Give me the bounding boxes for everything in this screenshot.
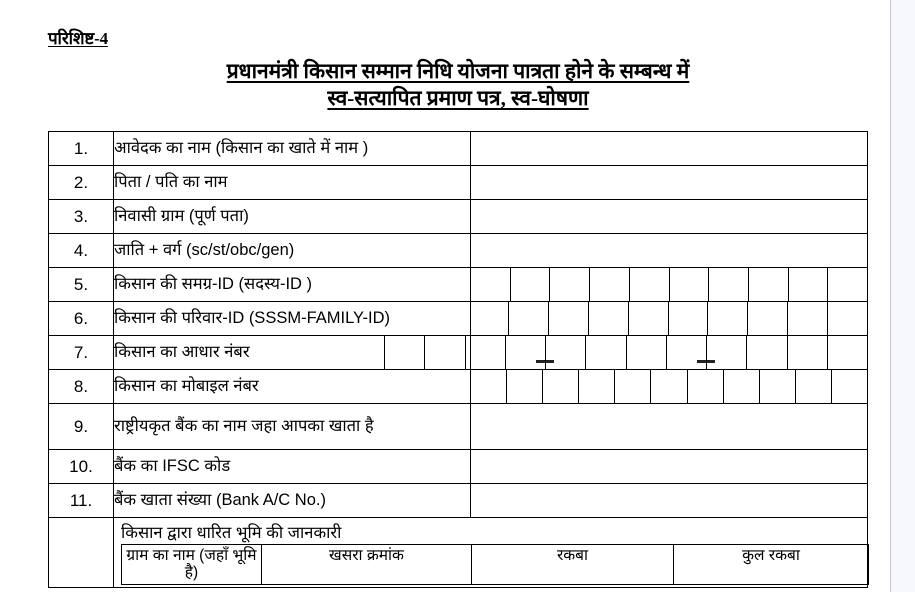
digit-box[interactable] (708, 268, 748, 301)
land-col-khasra: खसरा क्रमांक (262, 545, 472, 585)
row-label: किसान की परिवार-ID (SSSM-FAMILY-ID) (114, 302, 471, 336)
digit-box[interactable] (545, 336, 585, 369)
digit-box[interactable] (827, 336, 867, 369)
row-answer-boxes[interactable] (471, 336, 868, 370)
table-row (49, 166, 868, 200)
digit-box[interactable] (626, 336, 666, 369)
digit-box[interactable] (506, 370, 542, 403)
row-answer-boxes[interactable] (471, 302, 868, 336)
digit-box[interactable] (666, 336, 706, 369)
digit-box[interactable] (795, 370, 831, 403)
row-label: आवेदक का नाम (किसान का खाते में नाम ) (114, 132, 471, 166)
digit-box[interactable] (787, 336, 827, 369)
digit-box[interactable] (465, 336, 505, 369)
land-section-row (49, 518, 868, 588)
digit-box[interactable] (707, 302, 747, 335)
row-number: 10. (49, 450, 114, 484)
table-row (49, 336, 868, 370)
table-row (49, 450, 868, 484)
digit-box[interactable] (510, 268, 550, 301)
row-number: 9. (49, 404, 114, 450)
row-number: 11. (49, 484, 114, 518)
digit-box[interactable] (748, 268, 788, 301)
table-row (49, 234, 868, 268)
digit-box[interactable] (650, 370, 686, 403)
digit-box[interactable] (788, 268, 828, 301)
digit-box-strip (471, 302, 867, 335)
digit-box[interactable] (548, 302, 588, 335)
title-line-1: प्रधानमंत्री किसान सम्मान निधि योजना पात्रता होने के सम्बन्ध में (226, 59, 690, 83)
table-row (49, 370, 868, 404)
row-number: 2. (49, 166, 114, 200)
digit-box[interactable] (747, 302, 787, 335)
digit-box-strip (384, 336, 867, 369)
digit-box[interactable] (578, 370, 614, 403)
land-row-number-blank (49, 518, 114, 588)
appendix-label: परिशिष्ट-4 (48, 29, 108, 48)
digit-box[interactable] (669, 268, 709, 301)
table-row (49, 132, 868, 166)
row-answer-field[interactable] (471, 450, 868, 484)
digit-box-strip (471, 370, 867, 403)
digit-box[interactable] (787, 302, 827, 335)
row-label: किसान का आधार नंबर (114, 336, 471, 370)
digit-box[interactable] (629, 268, 669, 301)
digit-box[interactable] (746, 336, 786, 369)
row-answer-field[interactable] (471, 484, 868, 518)
row-number: 5. (49, 268, 114, 302)
row-answer-boxes[interactable] (471, 370, 868, 404)
land-col-village: ग्राम का नाम (जहाँ भूमि है) (122, 545, 262, 585)
page-gutter (892, 0, 915, 592)
table-row (49, 200, 868, 234)
digit-box[interactable] (628, 302, 668, 335)
row-answer-field[interactable] (471, 404, 868, 450)
digit-box[interactable] (706, 336, 746, 369)
row-answer-boxes[interactable] (471, 268, 868, 302)
digit-box[interactable] (508, 302, 548, 335)
digit-box[interactable] (585, 336, 625, 369)
row-label: पिता / पति का नाम (114, 166, 471, 200)
digit-box[interactable] (759, 370, 795, 403)
digit-box[interactable] (827, 268, 867, 301)
table-row (49, 268, 868, 302)
row-number: 4. (49, 234, 114, 268)
digit-box[interactable] (385, 336, 424, 369)
digit-box[interactable] (588, 302, 628, 335)
digit-box-strip (471, 268, 867, 301)
row-number: 7. (49, 336, 114, 370)
row-number: 6. (49, 302, 114, 336)
digit-box[interactable] (589, 268, 629, 301)
land-table-header-row (122, 545, 869, 585)
digit-box[interactable] (831, 370, 867, 403)
digit-box[interactable] (505, 336, 545, 369)
row-label: राष्ट्रीयकृत बैंक का नाम जहा आपका खाता है (114, 404, 471, 450)
digit-box[interactable] (668, 302, 708, 335)
digit-box[interactable] (827, 302, 867, 335)
row-answer-field[interactable] (471, 200, 868, 234)
digit-box[interactable] (424, 336, 464, 369)
row-label: निवासी ग्राम (पूर्ण पता) (114, 200, 471, 234)
land-details-table (121, 544, 869, 585)
row-label: किसान का मोबाइल नंबर (114, 370, 471, 404)
land-section-heading: किसान द्वारा धारित भूमि की जानकारी (121, 524, 342, 542)
row-number: 1. (49, 132, 114, 166)
digit-box[interactable] (723, 370, 759, 403)
row-label: बैंक खाता संख्या (Bank A/C No.) (114, 484, 471, 518)
row-answer-field[interactable] (471, 234, 868, 268)
digit-box[interactable] (542, 370, 578, 403)
digit-box[interactable] (471, 370, 506, 403)
table-row (49, 302, 868, 336)
land-col-rakba: रकबा (472, 545, 674, 585)
land-details-block (114, 518, 868, 588)
digit-box[interactable] (471, 268, 510, 301)
row-answer-field[interactable] (471, 132, 868, 166)
row-number: 8. (49, 370, 114, 404)
digit-strip-pad (471, 302, 508, 335)
row-answer-field[interactable] (471, 166, 868, 200)
row-number: 3. (49, 200, 114, 234)
eligibility-form-table (48, 131, 868, 588)
row-label: किसान की समग्र-ID (सदस्य-ID ) (114, 268, 471, 302)
row-label: जाति + वर्ग (sc/st/obc/gen) (114, 234, 471, 268)
digit-box[interactable] (687, 370, 723, 403)
row-label: बैंक का IFSC कोड (114, 450, 471, 484)
digit-box[interactable] (549, 268, 589, 301)
land-col-total-rakba: कुल रकबा (674, 545, 869, 585)
table-row (49, 404, 868, 450)
title-line-2: स्व-सत्यापित प्रमाण पत्र, स्व-घोषणा (327, 86, 589, 110)
page-title (48, 58, 868, 111)
digit-box[interactable] (614, 370, 650, 403)
table-row (49, 484, 868, 518)
